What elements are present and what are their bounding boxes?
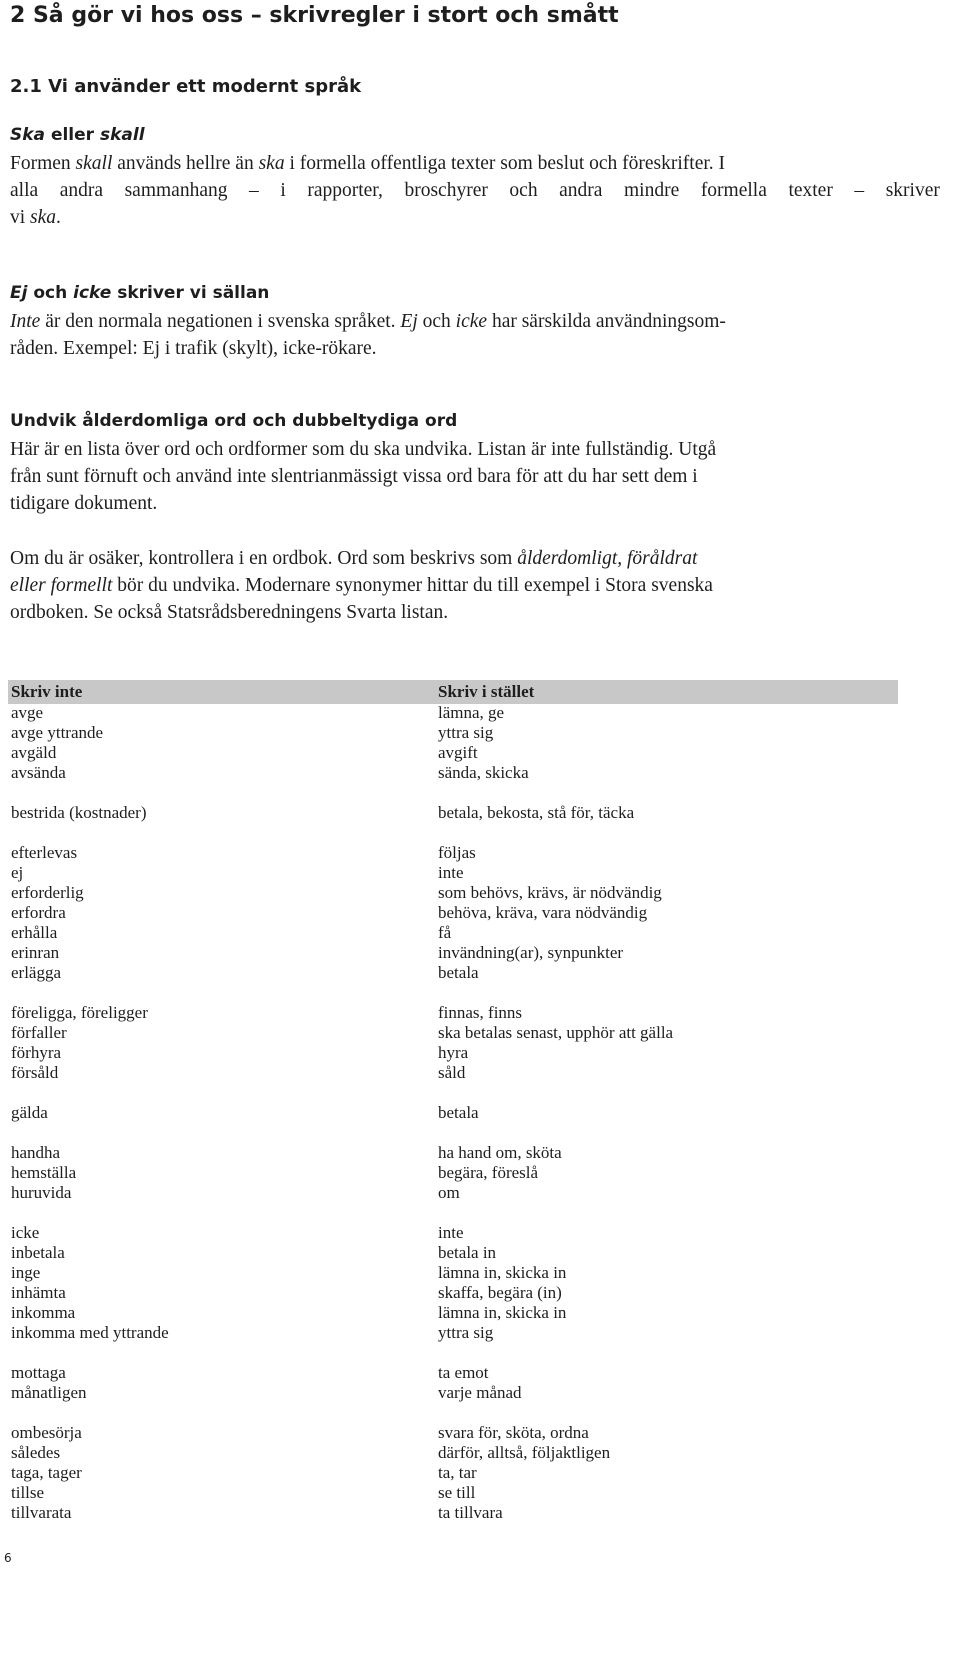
paragraph-line: råden. Exempel: Ej i trafik (skylt), icke-rökare. xyxy=(10,338,377,359)
table-row xyxy=(0,1003,960,1023)
replacement-word: betala xyxy=(438,963,479,982)
subheading-undvik: Undvik ålderdomliga ord och dubbeltydiga ord xyxy=(10,411,458,431)
table-row xyxy=(0,1103,960,1123)
text-run: är den normala negationen i svenska språket. xyxy=(40,311,401,332)
avoid-word: handha xyxy=(11,1143,61,1162)
table-row xyxy=(0,943,960,963)
avoid-word: gälda xyxy=(11,1103,48,1122)
section-heading: 2.1 Vi använder ett modernt språk xyxy=(10,76,362,97)
replacement-word: betala in xyxy=(438,1243,497,1262)
table-spacer-row xyxy=(0,1343,960,1363)
avoid-word: avgäld xyxy=(11,743,57,762)
replacement-word: ska betalas senast, upphör att gälla xyxy=(438,1023,674,1042)
avoid-word: inkomma med yttrande xyxy=(11,1323,169,1342)
table-row xyxy=(0,1143,960,1163)
word: – xyxy=(854,180,865,201)
paragraph-ej-icke xyxy=(10,308,940,362)
text-run: bör du undvika. Modernare synonymer hittar du till exempel i Stora svenska xyxy=(112,575,713,596)
avoid-word: huruvida xyxy=(11,1183,72,1202)
replacement-word: yttra sig xyxy=(438,1323,494,1342)
table-spacer-row xyxy=(0,1203,960,1223)
table-row xyxy=(0,1063,960,1083)
table-row xyxy=(0,1483,960,1503)
word: mindre xyxy=(624,180,680,201)
table-spacer-row xyxy=(0,1123,960,1143)
paragraph-line xyxy=(10,572,940,599)
replacement-word: inte xyxy=(438,1223,464,1242)
word: i xyxy=(280,180,286,201)
text-run: har särskilda användningsom- xyxy=(487,311,726,332)
table-row xyxy=(0,743,960,763)
replacement-word: ha hand om, sköta xyxy=(438,1143,562,1162)
avoid-word: inbetala xyxy=(11,1243,65,1262)
table-row xyxy=(0,1223,960,1243)
replacement-word: skaffa, begära (in) xyxy=(438,1283,562,1302)
avoid-word: tillse xyxy=(11,1483,45,1502)
table-row xyxy=(0,1263,960,1283)
avoid-word: bestrida (kostnader) xyxy=(11,803,147,822)
paragraph-line xyxy=(10,204,940,231)
avoid-word: erlägga xyxy=(11,963,62,982)
replacement-word: få xyxy=(438,923,452,942)
paragraph-undvik-2 xyxy=(10,545,940,626)
replacement-word: lämna, ge xyxy=(438,703,505,722)
table-row xyxy=(0,723,960,743)
text-run: vi xyxy=(10,207,31,228)
replacement-word: såld xyxy=(438,1063,466,1082)
replacement-word: yttra sig xyxy=(438,723,494,742)
paragraph-line: tidigare dokument. xyxy=(10,493,158,514)
replacement-word: betala xyxy=(438,1103,479,1122)
table-row xyxy=(0,1443,960,1463)
avoid-word: efterlevas xyxy=(11,843,78,862)
replacement-word: begära, föreslå xyxy=(438,1163,539,1182)
avoid-word: således xyxy=(11,1443,61,1462)
text-run: Om du är osäker, kontrollera i en ordbok. Ord som beskrivs som xyxy=(10,548,518,569)
table-row xyxy=(0,763,960,783)
avoid-word: avsända xyxy=(11,763,66,782)
paragraph-line: ordboken. Se också Statsrådsberedningens Svarta listan. xyxy=(10,602,449,623)
word: andra xyxy=(59,180,104,201)
table-row xyxy=(0,1163,960,1183)
table-row xyxy=(0,923,960,943)
italic-text: ålderdomligt, föråldrat xyxy=(517,548,698,569)
avoid-word: ej xyxy=(11,863,24,882)
avoid-word: erforderlig xyxy=(11,883,84,902)
paragraph-line xyxy=(10,308,940,335)
avoid-word: inhämta xyxy=(11,1283,66,1302)
paragraph-line: Här är en lista över ord och ordformer som du ska undvika. Listan är inte fullständig. Utgå xyxy=(10,439,717,460)
page-number: 6 xyxy=(4,1551,12,1565)
word: formella xyxy=(700,180,767,201)
paragraph-line xyxy=(10,177,940,204)
table-row xyxy=(0,1463,960,1483)
word: – xyxy=(249,180,259,201)
table-row xyxy=(0,963,960,983)
italic-text: eller formellt xyxy=(10,575,113,596)
subheading-ej-icke: Ej och icke skriver vi sällan xyxy=(10,283,270,303)
text-run: Formen xyxy=(10,153,76,174)
avoid-word: erhålla xyxy=(11,923,58,942)
avoid-word: föreligga, föreligger xyxy=(11,1003,148,1022)
avoid-word: taga, tager xyxy=(11,1463,82,1482)
italic-text: ska xyxy=(258,153,285,174)
avoid-word: avge xyxy=(11,703,44,722)
avoid-word: inkomma xyxy=(11,1303,76,1322)
replacement-word: ta emot xyxy=(438,1363,489,1382)
replacement-word: ta, tar xyxy=(438,1463,477,1482)
table-row xyxy=(0,1303,960,1323)
replacement-word: om xyxy=(438,1183,460,1202)
replacement-word: hyra xyxy=(438,1043,469,1062)
avoid-word: månatligen xyxy=(11,1383,87,1402)
text-run: och xyxy=(417,311,456,332)
table-row xyxy=(0,1423,960,1443)
text-run: i formella offentliga texter som beslut och föreskrifter. I xyxy=(284,153,726,174)
replacement-word: som behövs, krävs, är nödvändig xyxy=(438,883,662,902)
table-row xyxy=(0,803,960,823)
table-spacer-row xyxy=(0,1403,960,1423)
avoid-word: ombesörja xyxy=(11,1423,82,1442)
replacement-word: svara för, sköta, ordna xyxy=(438,1423,589,1442)
replacement-word: betala, bekosta, stå för, täcka xyxy=(438,803,635,822)
avoid-word: tillvarata xyxy=(11,1503,72,1522)
word: broschyrer xyxy=(404,180,488,201)
italic-text: Inte xyxy=(10,311,41,332)
word: andra xyxy=(559,180,603,201)
avoid-word: inge xyxy=(11,1263,41,1282)
replacement-word: lämna in, skicka in xyxy=(438,1263,567,1282)
avoid-word: förhyra xyxy=(11,1043,62,1062)
table-spacer-row xyxy=(0,983,960,1003)
text-run: . xyxy=(56,207,61,228)
replacement-word: ta tillvara xyxy=(438,1503,503,1522)
table-row xyxy=(0,903,960,923)
word: skriver xyxy=(885,180,940,201)
subheading-ska: Ska eller skall xyxy=(10,125,145,145)
avoid-word: avge yttrande xyxy=(11,723,104,742)
table-spacer-row xyxy=(0,823,960,843)
paragraph-undvik-1 xyxy=(10,436,940,517)
avoid-word: hemställa xyxy=(11,1163,77,1182)
paragraph-line xyxy=(10,545,940,572)
avoid-word: mottaga xyxy=(11,1363,66,1382)
table-row xyxy=(0,1283,960,1303)
table-row xyxy=(0,1503,960,1523)
replacement-word: därför, alltså, följaktligen xyxy=(438,1443,611,1462)
italic-text: ska xyxy=(30,207,57,228)
replacement-word: avgift xyxy=(438,743,478,762)
word: och xyxy=(509,180,538,201)
italic-text: icke xyxy=(455,311,488,332)
table-row xyxy=(0,1363,960,1383)
table-row xyxy=(0,1043,960,1063)
text-run: används hellre än xyxy=(112,153,259,174)
avoid-word: erinran xyxy=(11,943,60,962)
word-table xyxy=(0,703,960,1523)
table-row xyxy=(0,1243,960,1263)
replacement-word: inte xyxy=(438,863,464,882)
table-row xyxy=(0,1323,960,1343)
paragraph-ska xyxy=(10,150,940,231)
avoid-word: försåld xyxy=(11,1063,59,1082)
word: texter xyxy=(788,180,833,201)
replacement-word: följas xyxy=(438,843,476,862)
italic-text: Ej xyxy=(400,311,418,332)
replacement-word: behöva, kräva, vara nödvändig xyxy=(438,903,648,922)
word: rapporter, xyxy=(307,180,383,201)
avoid-word: förfaller xyxy=(11,1023,67,1042)
avoid-word: icke xyxy=(11,1223,40,1242)
replacement-word: invändning(ar), synpunkter xyxy=(438,943,624,962)
word-table-header xyxy=(8,680,898,704)
word: sammanhang xyxy=(124,180,228,201)
paragraph-line: från sunt förnuft och använd inte slentrianmässigt vissa ord bara för att du har sett dem i xyxy=(10,466,698,487)
table-spacer-row xyxy=(0,1083,960,1103)
table-row xyxy=(0,703,960,723)
table-row xyxy=(0,843,960,863)
table-row xyxy=(0,1383,960,1403)
chapter-heading: 2 Så gör vi hos oss – skrivregler i stort och smått xyxy=(10,3,619,28)
paragraph-line xyxy=(10,150,940,177)
replacement-word: sända, skicka xyxy=(438,763,529,782)
replacement-word: varje månad xyxy=(438,1383,522,1402)
word: alla xyxy=(10,180,39,201)
replacement-word: se till xyxy=(438,1483,476,1502)
table-spacer-row xyxy=(0,783,960,803)
table-row xyxy=(0,863,960,883)
column-header-skriv-inte: Skriv inte xyxy=(11,682,83,701)
table-row xyxy=(0,1023,960,1043)
column-header-skriv-i-stallet: Skriv i stället xyxy=(438,682,535,701)
italic-text: skall xyxy=(75,153,113,174)
replacement-word: lämna in, skicka in xyxy=(438,1303,567,1322)
avoid-word: erfordra xyxy=(11,903,66,922)
table-row xyxy=(0,1183,960,1203)
table-row xyxy=(0,883,960,903)
replacement-word: finnas, finns xyxy=(438,1003,523,1022)
